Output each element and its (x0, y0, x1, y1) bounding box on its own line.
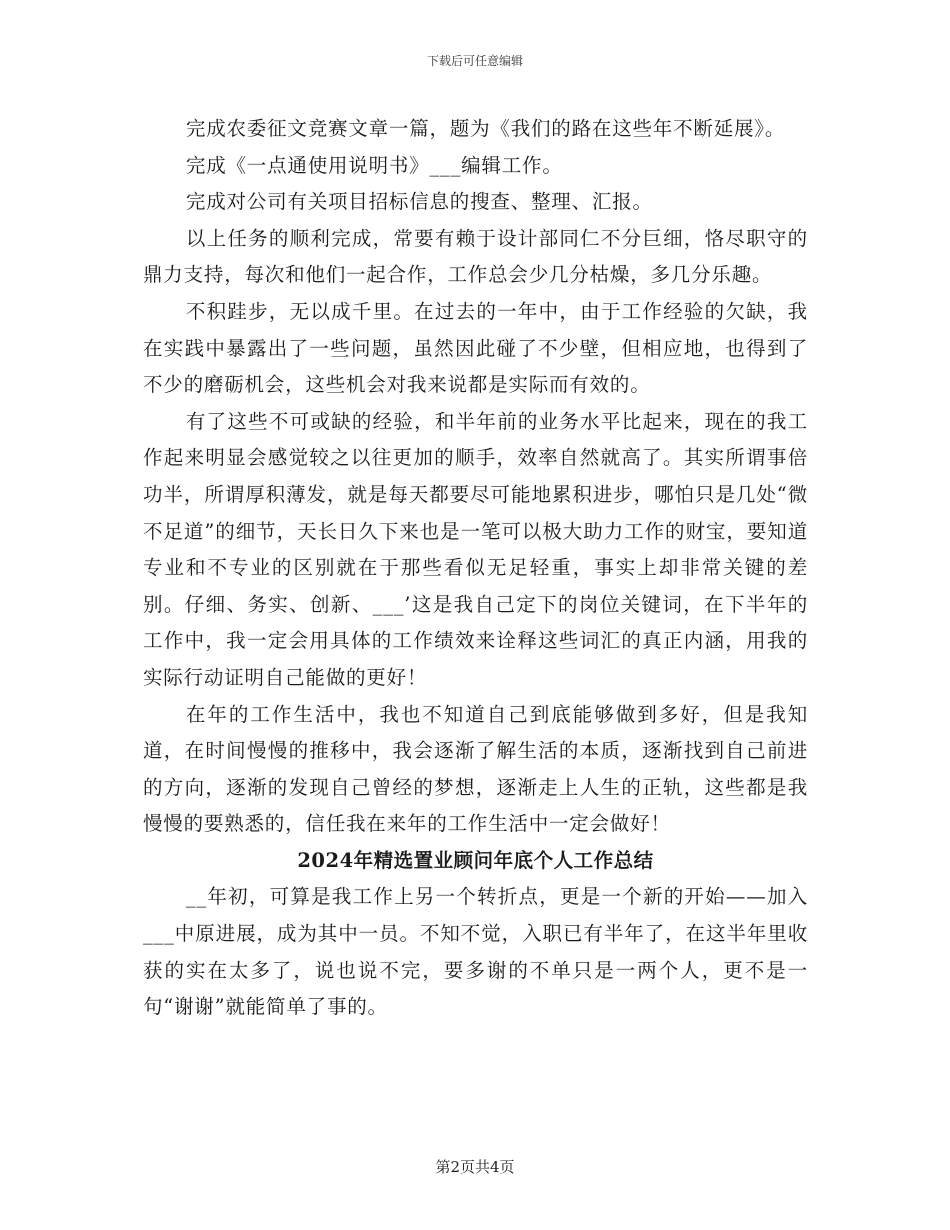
paragraph-bidding: 完成对公司有关项目招标信息的搜查、整理、汇报。 (185, 190, 653, 214)
paragraph-essay: 完成农委征文竞赛文章一篇，题为《我们的路在这些年不断延展》。 (185, 117, 786, 140)
page-number: 第2页共4页 (435, 1158, 515, 1176)
section-title: 2024年精选置业顾问年底个人工作总结 (297, 848, 654, 872)
page-header-note: 下载后可任意编辑 (426, 54, 523, 68)
paragraph-manual: 完成《一点通使用说明书》___编辑工作。 (185, 153, 563, 177)
paragraph-new-start: __年初，可算是我工作上另一个转折点，更是一个新的开始——加入___中原进展，成为其中一员。不知不觉，入职已有半年了，在这半年里收获的实在太多了，说也说不完，要多谢的不单只是一两个人，更不是一句“谢谢”就能简单了事的。 (143, 885, 808, 1019)
paragraph-thanks: 以上任务的顺利完成，常要有赖于设计部同仁不分巨细，恪尽职守的鼎力支持，每次和他们一起合作，工作总会少几分枯燥，多几分乐趣。 (143, 226, 808, 287)
paragraph-future: 在年的工作生活中，我也不知道自己到底能够做到多好，但是我知道，在时间慢慢的推移中，我会逐渐了解生活的本质，逐渐找到自己前进的方向，逐渐的发现自己曾经的梦想，逐渐走上人生的正轨，这些都是我慢慢的要熟悉的，信任我在来年的工作生活中一定会做好！ (143, 702, 808, 836)
paragraph-experience: 不积跬步，无以成千里。在过去的一年中，由于工作经验的欠缺，我在实践中暴露出了一些问题，虽然因此碰了不少壁，但相应地，也得到了不少的磨砺机会，这些机会对我来说都是实际而有效的。 (143, 299, 808, 397)
document-body (143, 111, 808, 1026)
paragraph-progress: 有了这些不可或缺的经验，和半年前的业务水平比起来，现在的我工作起来明显会感觉较之以往更加的顺手，效率自然就高了。其实所谓事倍功半，所谓厚积薄发，就是每天都要尽可能地累积进步，哪怕只是几处“微不足道”的细节，天长日久下来也是一笔可以极大助力工作的财宝，要知道专业和不专业的区别就在于那些看似无足轻重，事实上却非常关键的差别。仔细、务实、创新、___’这是我自己定下的岗位关键词，在下半年的工作中，我一定会用具体的工作绩效来诠释这些词汇的真正内涵，用我的实际行动证明自己能做的更好！ (143, 409, 808, 689)
